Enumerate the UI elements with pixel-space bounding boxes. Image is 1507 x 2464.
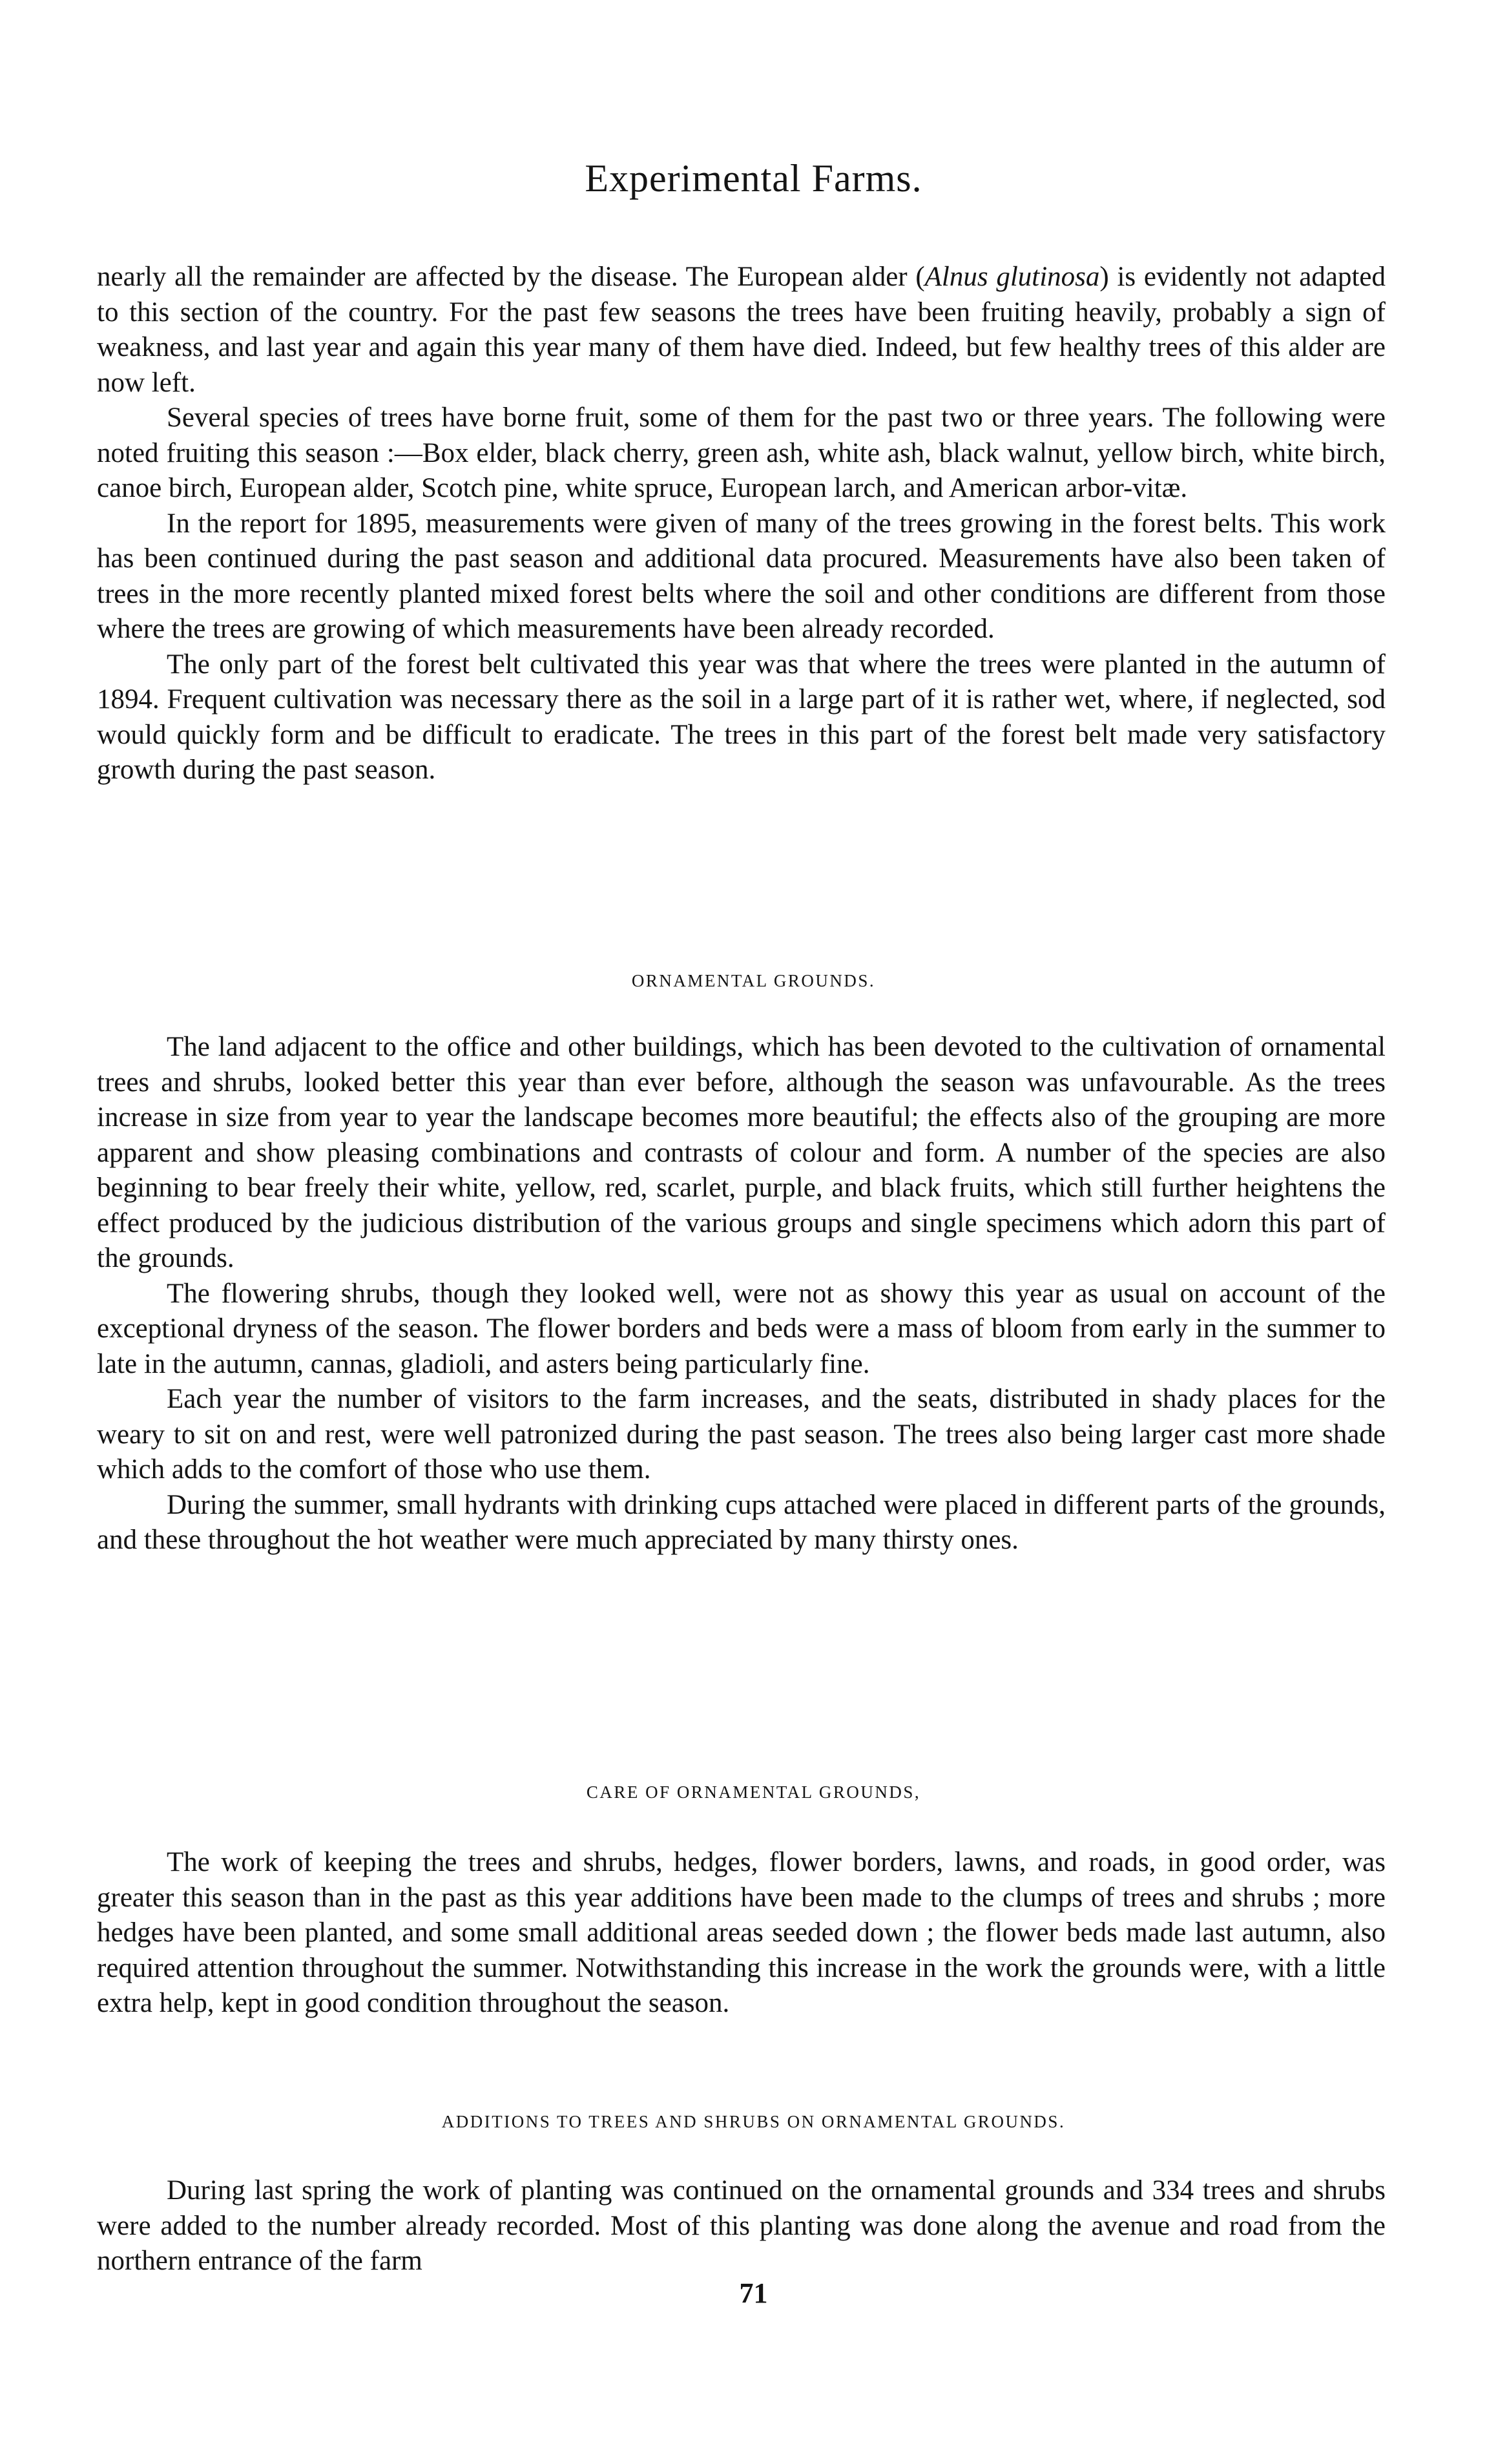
care-section: [97, 1845, 1386, 2021]
paragraph-cultivation: The only part of the forest belt cultivated this year was that where the trees were planted in the autumn of 1894. Frequent cultivation was necessary there as the soil in a large part of it is rather wet, where, if neglected, sod would quickly form and be difficult to eradicate. The trees in this part of the forest belt made very satisfactory growth during the past season.: [97, 649, 1386, 785]
latin-name: Alnus glutinosa: [924, 262, 1100, 292]
paragraph-visitors: Each year the number of visitors to the farm increases, and the seats, distributed in shady places for the weary to sit on and rest, were well patronized during the past season. The trees also being larger cast more shade which adds to the comfort of those who use them.: [97, 1384, 1386, 1485]
paragraph-care: The work of keeping the trees and shrubs, hedges, flower borders, lawns, and roads, in good order, was greater this season than in the past as this year additions have been made to the clumps of trees and shrubs ; more hedges have been planted, and some small additional areas seeded down ; the flower beds made last autumn, also required attention throughout the summer. Notwithstanding this increase in the work the grounds were, with a little extra help, kept in good condition throughout the season.: [97, 1847, 1386, 2018]
paragraph-measurements: In the report for 1895, measurements were given of many of the trees growing in the forest belts. This work has been continued during the past season and additional data procured. Measurements have also been taken of trees in the more recently planted mixed forest belts where the soil and other conditions are different from those where the trees are growing of which measurements have been already recorded.: [97, 508, 1386, 644]
paragraph-landscape: The land adjacent to the office and other buildings, which has been devoted to the cultivation of ornamental trees and shrubs, looked better this year than ever before, although the season was unfavourable. As the trees increase in size from year to year the landscape becomes more beautiful; the effects also of the grouping are more apparent and show pleasing combinations and contrasts of colour and form. A number of the species are also beginning to bear freely their white, yellow, red, scarlet, purple, and black fruits, which still further heightens the effect produced by the judicious distribution of the various groups and single specimens which adorn this part of the grounds.: [97, 1032, 1386, 1273]
page-number: 71: [739, 2277, 768, 2309]
paragraph-flowering-shrubs: The flowering shrubs, though they looked well, were not as showy this year as usual on account of the exceptional dryness of the season. The flower borders and beds were a mass of bloom from early in the summer to late in the autumn, cannas, gladioli, and asters being particularly fine.: [97, 1278, 1386, 1379]
heading-ornamental-grounds: ORNAMENTAL GROUNDS.: [631, 971, 876, 990]
running-title: Experimental Farms.: [585, 157, 922, 200]
paragraph-alder: nearly all the remainder are affected by the disease. The European alder (Alnus glutinosa) is evidently not adapted to this section of the country. For the past few seasons the trees have been fruiting heavily, probably a sign of weakness, and last year and again this year many of them have died. Indeed, but few healthy trees of this alder are now left.: [97, 262, 1386, 398]
paragraph-hydrants: During the summer, small hydrants with drinking cups attached were placed in different parts of the grounds, and these throughout the hot weather were much appreciated by many thirsty ones.: [97, 1489, 1386, 1555]
forest-belts-section: [97, 260, 1386, 788]
paragraph-planting: During last spring the work of planting was continued on the ornamental grounds and 334 trees and shrubs were added to the number already recorded. Most of this planting was done along the avenue and road from the northern entrance of the farm: [97, 2175, 1386, 2276]
heading-care-of-grounds: CARE OF ORNAMENTAL GROUNDS,: [586, 1782, 921, 1802]
additions-section: [97, 2173, 1386, 2279]
paragraph-fruiting-species: Several species of trees have borne fruit, some of them for the past two or three years. The following were noted fruiting this season :—Box elder, black cherry, green ash, white ash, black walnut, yellow birch, white birch, canoe birch, European alder, Scotch pine, white spruce, European larch, and American arbor-vitæ.: [97, 402, 1386, 503]
heading-additions: ADDITIONS TO TREES AND SHRUBS ON ORNAMENTAL GROUNDS.: [441, 2112, 1066, 2131]
ornamental-grounds-section: [97, 1030, 1386, 1558]
